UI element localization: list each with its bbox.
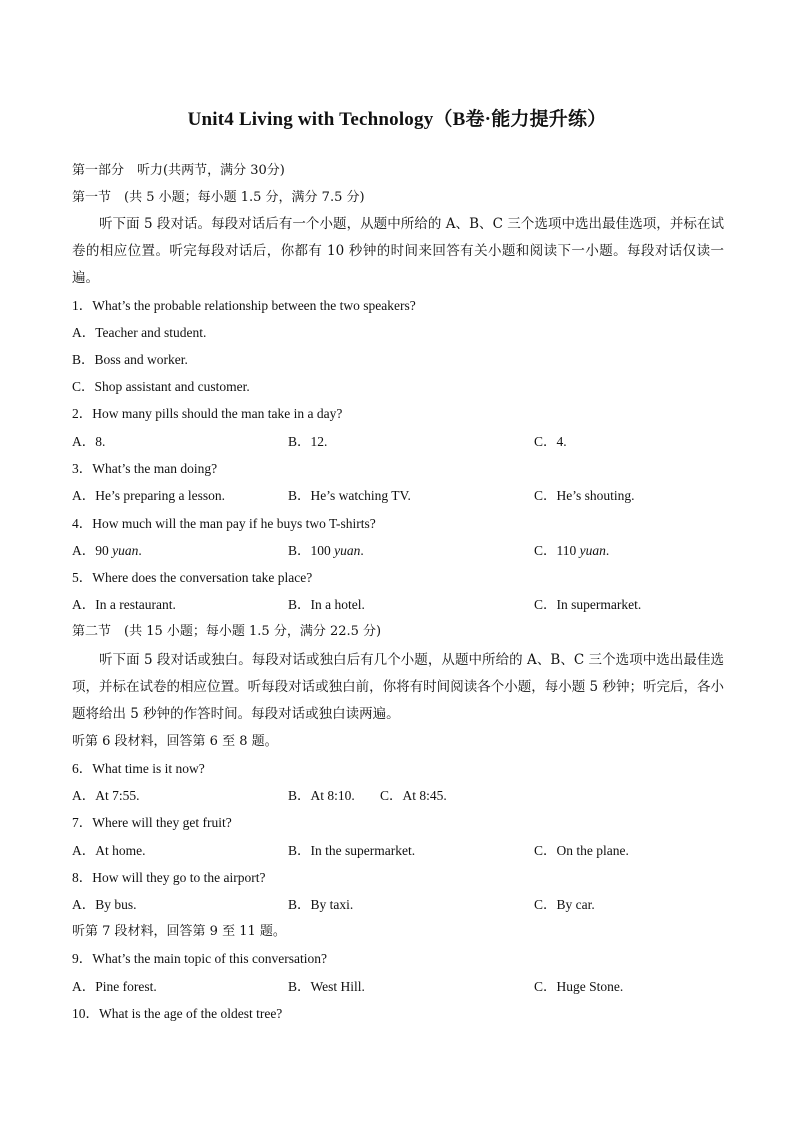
option-row [72, 596, 724, 614]
section-heading: 第二节 (共 15 小题；每小题 1.5 分，满分 22.5 分) [72, 624, 382, 639]
option-a: A．By bus. [72, 897, 137, 912]
question-stem: 10．What is the age of the oldest tree? [72, 1006, 283, 1021]
option-a: A．8. [72, 434, 106, 449]
question-stem: 4．How much will the man pay if he buys two T-shirts? [72, 516, 376, 531]
option-c: C．In supermarket. [534, 597, 642, 612]
section-heading: 第一节 (共 5 小题；每小题 1.5 分，满分 7.5 分) [72, 190, 365, 205]
option-a: A．He’s preparing a lesson. [72, 488, 225, 503]
option-b: B．West Hill. [288, 979, 365, 994]
question-stem: 7．Where will they get fruit? [72, 815, 232, 830]
option-c: C．110 yuan. [534, 543, 610, 558]
option-row [72, 978, 724, 996]
option-b: B．Boss and worker. [72, 352, 188, 367]
option-c: C．On the plane. [534, 843, 629, 858]
option-c: C．Shop assistant and customer. [72, 379, 250, 394]
option-row [72, 787, 724, 805]
question-stem: 9．What’s the main topic of this conversation? [72, 951, 327, 966]
option-a: A．At 7:55. [72, 788, 140, 803]
option-a: A．90 yuan. [72, 543, 142, 558]
part-heading: 第一部分 听力(共两节，满分 30分) [72, 163, 285, 178]
option-c: C．By car. [534, 897, 595, 912]
option-a: A．At home. [72, 843, 146, 858]
option-a: A．In a restaurant. [72, 597, 176, 612]
question-stem: 2．How many pills should the man take in a day? [72, 406, 343, 421]
option-c: C．He’s shouting. [534, 488, 635, 503]
option-row [72, 487, 724, 505]
question-stem: 8．How will they go to the airport? [72, 870, 266, 885]
option-b: B．100 yuan. [288, 543, 364, 558]
material-heading: 听第 6 段材料，回答第 6 至 8 题。 [72, 734, 278, 749]
question-stem: 5．Where does the conversation take place? [72, 570, 313, 585]
option-row [72, 842, 724, 860]
option-b: B．In a hotel. [288, 597, 365, 612]
question-stem: 6．What time is it now? [72, 761, 205, 776]
section-instructions: 听下面 5 段对话。每段对话后有一个小题，从题中所给的 A、B、C 三个选项中选出最佳选项，并标在试卷的相应位置。听完每段对话后，你都有 10 秒钟的时间来回答有关小题和阅读下一小题。每段对话仅读一遍。 [72, 216, 724, 286]
material-heading: 听第 7 段材料，回答第 9 至 11 题。 [72, 924, 286, 939]
option-b: B．In the supermarket. [288, 843, 416, 858]
option-c: C．Huge Stone. [534, 979, 624, 994]
option-b: B．At 8:10. [288, 788, 355, 803]
option-row [72, 433, 724, 451]
question-stem: 3．What’s the man doing? [72, 461, 218, 476]
option-a: A．Pine forest. [72, 979, 157, 994]
option-c: C．At 8:45. [380, 788, 447, 803]
option-row [72, 542, 724, 560]
option-c: C．4. [534, 434, 567, 449]
section-instructions: 听下面 5 段对话或独白。每段对话或独白后有几个小题，从题中所给的 A、B、C 三个选项中选出最佳选项，并标在试卷的相应位置。听每段对话或独白前，你将有时间阅读各个小题，每小题 5 秒钟；听完后，各小题将给出 5 秒钟的作答时间。每段对话或独白读两遍。 [72, 652, 724, 722]
option-row [72, 896, 724, 914]
option-a: A．Teacher and student. [72, 325, 207, 340]
question-stem: 1．What’s the probable relationship between the two speakers? [72, 298, 416, 313]
option-b: B．He’s watching TV. [288, 488, 411, 503]
option-b: B．12. [288, 434, 328, 449]
page-title: Unit4 Living with Technology（B卷·能力提升练） [187, 109, 607, 130]
option-b: B．By taxi. [288, 897, 354, 912]
